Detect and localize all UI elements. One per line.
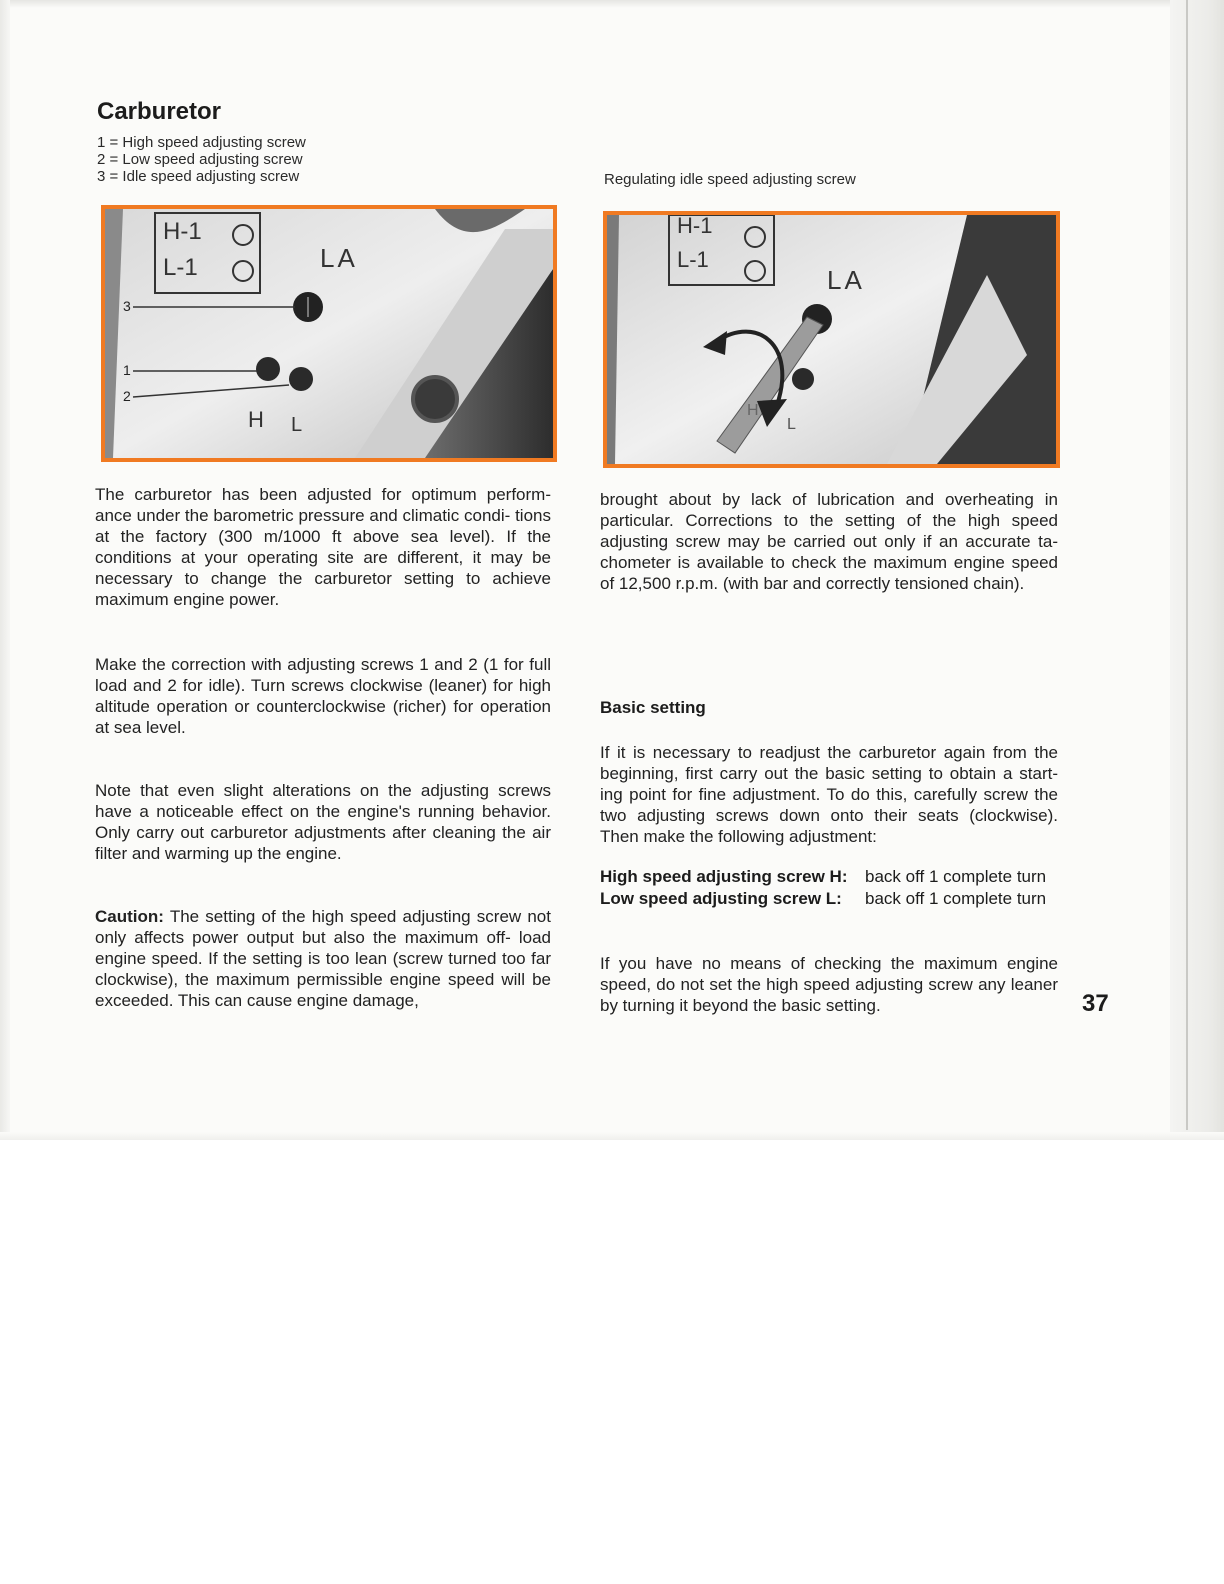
label-l1: L-1 bbox=[163, 254, 198, 281]
scan-background bbox=[0, 1140, 1224, 1584]
intro-paragraph: The carburetor has been adjusted for optimum perform- ance under the barometric pressure and climatic condi- tions at the factory (300 m/1000 ft above sea level). If the conditions at your operating site are different, it may be necessary to change the carburetor setting to achieve maximum engine power. bbox=[95, 485, 551, 609]
callout-3: 3 bbox=[123, 298, 131, 314]
label-h: H bbox=[248, 407, 264, 432]
label-l: L bbox=[787, 416, 796, 433]
legend-item: 2 = Low speed adjusting screw bbox=[97, 151, 303, 168]
warning-paragraph: If you have no means of checking the maximum engine speed, do not set the high speed adjusting screw any leaner by turning it beyond the basic setting. bbox=[600, 954, 1058, 1015]
setting-label: High speed adjusting screw H: bbox=[600, 867, 848, 886]
label-h: H bbox=[747, 402, 759, 419]
setting-value: back off 1 complete turn bbox=[865, 867, 1047, 886]
page-number: 37 bbox=[1082, 990, 1109, 1017]
basic-setting-paragraph: If it is necessary to readjust the carburetor again from the beginning, first carry out the basic setting to obtain a start- ing point for fine adjustment. To do this, carefully screw the two adjusting screws down onto their seats (clockwise). Then make the following adjustment: bbox=[600, 743, 1058, 846]
setting-row-high bbox=[600, 867, 1046, 887]
figure-caption: Regulating idle speed adjusting screw bbox=[604, 171, 856, 188]
scan-edge-right bbox=[1170, 0, 1224, 1140]
label-h1: H-1 bbox=[163, 218, 202, 245]
legend-item: 3 = Idle speed adjusting screw bbox=[97, 168, 300, 185]
label-la: LA bbox=[320, 243, 358, 273]
page-title: Carburetor bbox=[97, 98, 222, 125]
carburetor-photo-left bbox=[101, 205, 557, 462]
label-l1: L-1 bbox=[677, 247, 709, 272]
carburetor-illustration bbox=[105, 209, 553, 458]
note-paragraph: Note that even slight alterations on the adjusting screws have a noticeable effect on the engine's running behavior. Only carry out carburetor adjustments after cleaning the air filter and warming up the engine. bbox=[95, 781, 551, 863]
legend-item: 1 = High speed adjusting screw bbox=[97, 134, 306, 151]
scan-edge-top bbox=[0, 0, 1224, 8]
housing-bolt bbox=[413, 377, 457, 421]
setting-value: back off 1 complete turn bbox=[865, 889, 1047, 908]
continuation-paragraph: brought about by lack of lubrication and overheating in particular. Corrections to the setting of the high speed adjusting screw may be carried out only if an accurate ta- chometer is available to check the maximum engine speed of 12,500 r.p.m. (with bar and correctly tensioned chain). bbox=[600, 490, 1058, 593]
carburetor-photo-right bbox=[603, 211, 1060, 468]
callout-2: 2 bbox=[123, 388, 131, 404]
callout-1: 1 bbox=[123, 362, 131, 378]
scan-edge-left bbox=[0, 0, 10, 1140]
label-la: LA bbox=[827, 265, 865, 295]
setting-row-low bbox=[600, 889, 1046, 909]
high-speed-screw bbox=[792, 368, 814, 390]
idle-adjustment-illustration bbox=[607, 215, 1056, 464]
setting-label: Low speed adjusting screw L: bbox=[600, 889, 842, 908]
caution-paragraph bbox=[95, 906, 551, 1011]
high-speed-screw bbox=[256, 357, 280, 381]
label-h1: H-1 bbox=[677, 215, 713, 238]
binding-line bbox=[1186, 0, 1188, 1130]
caution-label: Caution: bbox=[95, 907, 164, 926]
correction-paragraph: Make the correction with adjusting screws 1 and 2 (1 for full load and 2 for idle). Turn screws clockwise (leaner) for high altitude operation or counterclockwise (richer) for operation at sea level. bbox=[95, 655, 551, 737]
caution-text: The setting of the high speed adjusting screw not only affects power output but also the maximum off- load engine speed. If the setting is too lean (screw turned too far clockwise), the maximum permissible engine speed will be exceeded. This can cause engine damage, bbox=[95, 907, 551, 1010]
figure-legend bbox=[97, 134, 306, 185]
label-l: L bbox=[291, 414, 303, 436]
low-speed-screw bbox=[289, 367, 313, 391]
basic-setting-heading: Basic setting bbox=[600, 698, 706, 717]
